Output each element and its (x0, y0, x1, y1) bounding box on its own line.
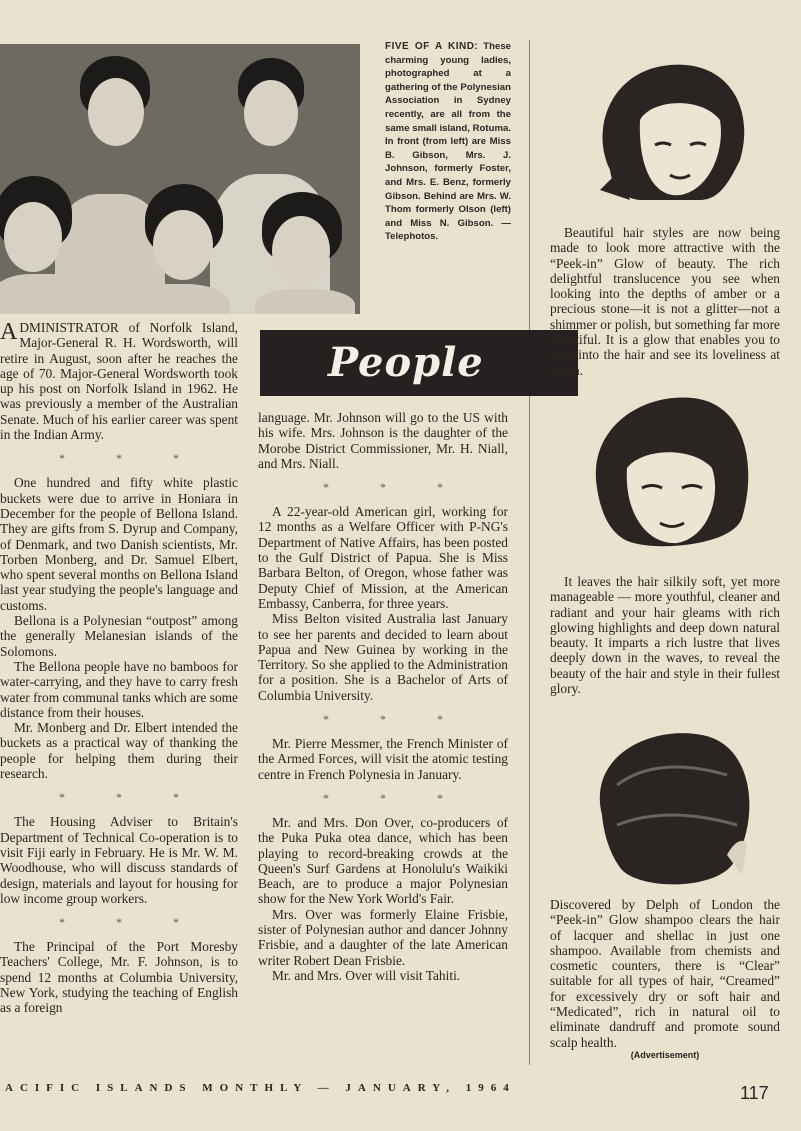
advertisement (550, 225, 780, 378)
ad-tag: (Advertisement) (630, 1049, 700, 1060)
bamboos-paragraph: The Bellona people have no bamboos for water-carrying, and they have to carry fresh water from communal tanks which are some distance from their houses. (0, 658, 238, 720)
section-separator: * * * (59, 915, 179, 930)
administrator-paragraph: ADMINISTRATOR of Norfolk Island, Major-General R. H. Wordsworth, will retire in August, soon after he reaches the age of 70. Major-General Wordsworth took up his post on Norfolk Island in 1962. He was previously a member of the Australian Senate. Much of his earlier career was spent in the Indian Army. (0, 319, 238, 443)
bellona-paragraph: Bellona is a Polynesian “outpost” among the generally Melanesian islands of the Solomons. (0, 613, 238, 659)
belton-paragraph: A 22-year-old American girl, working for 12 months as a Welfare Officer with P-NG's Department of Native Affairs, has been posted to the Gulf District of Papua. She is Miss Barbara Belton, of Oregon, whose father was Deputy Chief of Mission, at the American Embassy, Canberra, for three years. (258, 504, 508, 611)
section-separator: * * * (323, 480, 443, 495)
column-left (0, 320, 238, 1016)
messmer-paragraph: Mr. Pierre Messmer, the French Minister of the Armed Forces, will visit the atomic testing centre in French Polynesia in January. (258, 736, 508, 782)
ad-paragraph-3: Discovered by Delph of London the “Peek-in” Glow shampoo clears the hair of lacquer and shellac in just one shampoo. Available from chemists and cosmetic counters, there is “Clear” suitable for all types of hair, “Creamed” for excessively dry or soft hair and “Medicated”, rich in natural oil to eliminate dandruff and promote sound scalp health. (550, 897, 780, 1050)
belton-visit-paragraph: Miss Belton visited Australia last January to see her parents and decided to learn about Papua and New Guinea by working in the Territory. So she applied to the Administration for a position. She is a Bachelor of Arts of Columbia University. (258, 611, 508, 703)
section-separator: * * * (59, 451, 179, 466)
thanks-paragraph: Mr. Monberg and Dr. Elbert intended the buckets as a practical way of thanking the people for helping them during their research. (0, 720, 238, 782)
caption-heading: FIVE OF A KIND: (385, 41, 479, 52)
section-separator: * * * (323, 790, 443, 805)
hair-illustration-3 (582, 725, 762, 890)
column-middle (258, 410, 508, 983)
ad-paragraph-1: Beautiful hair styles are now being made to look more attractive with the “Peek-in” Glow of beauty. The rich delightful translucence you see when looking into the depths of amber or a precious stone—it is not a glitter—not a shimmer or polish, but something far more beautiful. It is a glow that enables you to look into the hair and see its loveliness at depth. (550, 225, 780, 378)
section-separator: * * * (59, 790, 179, 805)
principal-paragraph: The Principal of the Port Moresby Teachers' College, Mr. F. Johnson, is to spend 12 months at Columbia University, New York, studying the teaching of English as a foreign (0, 939, 238, 1016)
advertisement-3 (550, 897, 780, 1060)
tahiti-paragraph: Mr. and Mrs. Over will visit Tahiti. (272, 967, 461, 983)
drop-cap: A (0, 319, 18, 345)
section-separator: * * * (323, 712, 443, 727)
frisbie-paragraph: Mrs. Over was formerly Elaine Frisbie, sister of Polynesian author and dancer Johnny Frisbie, and a daughter of the late American writer Robert Dean Frisbie. (258, 906, 508, 968)
over-paragraph: Mr. and Mrs. Don Over, co-producers of the Puka Puka otea dance, which has been playing to record-breaking crowds at the Queen's Surf Gardens at Honolulu's Waikiki Beach, are to produce a major Polynesian show for the New York World's Fair. (258, 814, 508, 907)
advertisement-2 (550, 574, 780, 696)
group-photo (0, 44, 360, 314)
footer-masthead: ACIFIC ISLANDS MONTHLY — JANUARY, 1964 (5, 1082, 516, 1094)
buckets-paragraph: One hundred and fifty white plastic buckets were due to arrive in Honiara in December for the people of Bellona Island. They are gifts from S. Dyrup and Company, of Denmark, and two Danish scientists, Mr. Torben Monberg, and Dr. Samuel Elbert, who spent several months on Bellona Island last year studying the people's language and customs. (0, 475, 238, 613)
page-number: 117 (740, 1083, 769, 1103)
housing-paragraph: The Housing Adviser to Britain's Department of Technical Co-operation is to visit Fiji early in February. He is Mr. W. M. Woodhouse, who will discuss standards of design, materials and layout for housing for low income group workers. (0, 814, 238, 906)
caption-text: These charming young ladies, photographed at a gathering of the Polynesian Association in Sydney recently, are all from the same small island, Rotuma. In front (from left) are Miss B. Gibson, Mrs. J. Johnson, formerly Foster, and Mrs. E. Benz, formerly Gibson. Behind are Mrs. W. Thom formerly Olson (left) and Miss N. Gibson. — Telephotos. (385, 41, 511, 243)
johnson-paragraph: language. Mr. Johnson will go to the US with his wife. Mrs. Johnson is the daughter of the Morobe District Commissioner, Mr. H. Niall, and Mrs. Niall. (258, 410, 508, 471)
column-rule (529, 40, 530, 1065)
people-banner: People (260, 330, 578, 396)
ad-paragraph-2: It leaves the hair silkily soft, yet more manageable — more youthful, cleaner and radiant and your hair gleams with rich glowing highlights and deep down natural beauty. It imparts a rich lustre that lives deeply down in the waves, to reveal the beauty of the hair and style in their fullest glory. (550, 574, 780, 697)
hair-illustration-1 (580, 50, 760, 210)
photo-caption (385, 40, 511, 244)
hair-illustration-2 (582, 388, 762, 563)
